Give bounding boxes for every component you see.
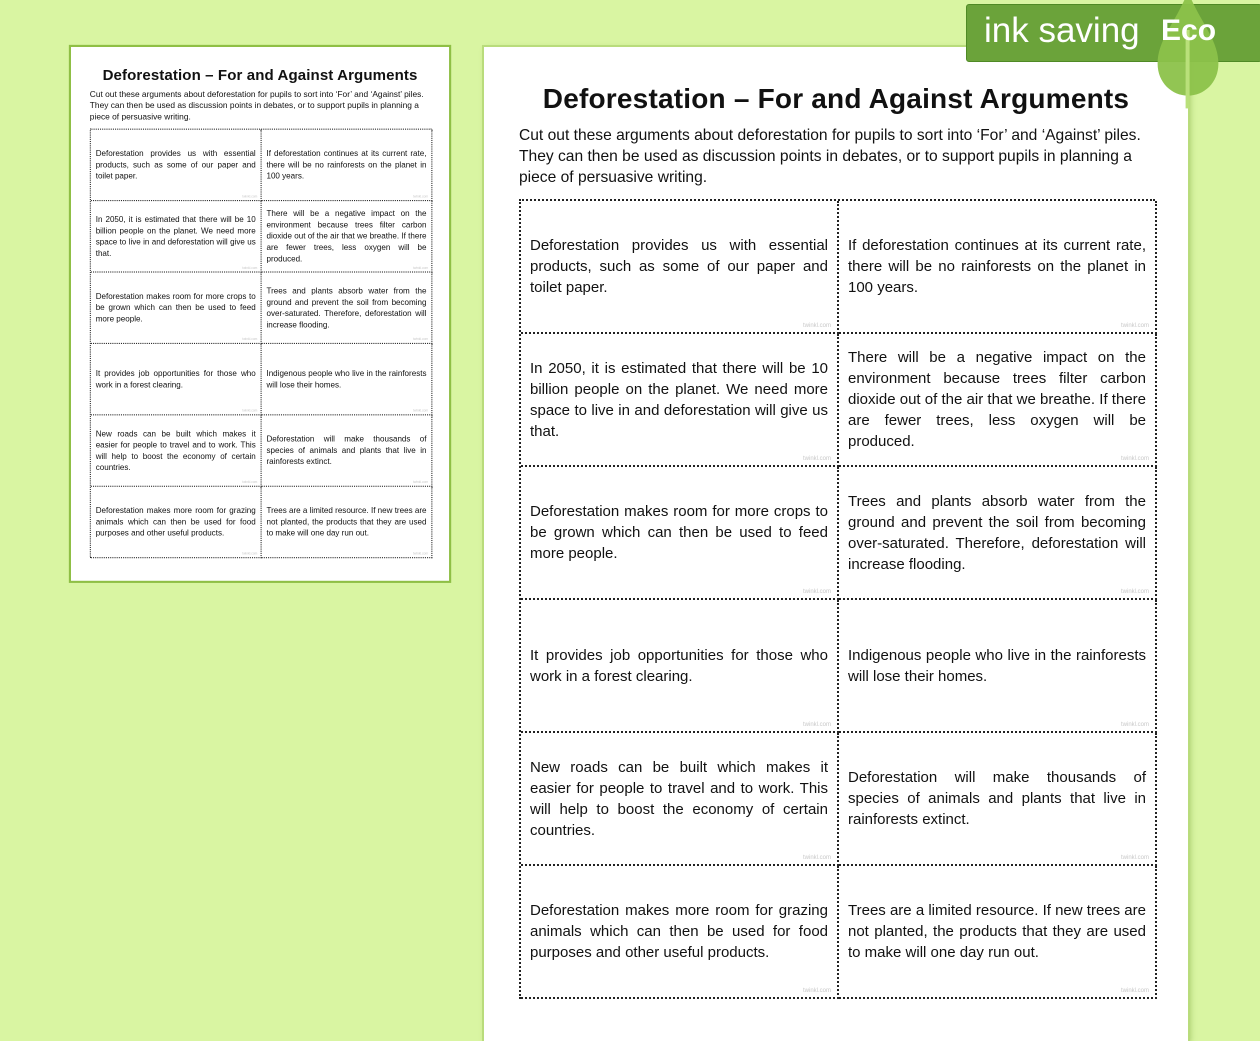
argument-text: There will be a negative impact on the environment because trees filter carbon dioxide out of the air that we breathe. If there are fewer trees, less oxygen will be produced. (848, 349, 1146, 450)
argument-text: Indigenous people who live in the rainforests will lose their homes. (266, 368, 427, 390)
argument-card (262, 273, 433, 344)
argument-text: Trees and plants absorb water from the ground and prevent the soil from becoming over-saturated. Therefore, deforestation will increase flooding. (848, 492, 1146, 573)
watermark: twinkl.com (1120, 456, 1149, 462)
watermark: twinkl.com (413, 480, 429, 485)
argument-card (262, 130, 433, 201)
watermark: twinkl.com (413, 266, 429, 270)
thumbnail-title: Deforestation – For and Against Arguments (102, 66, 418, 83)
watermark: twinkl.com (1120, 855, 1149, 861)
watermark: twinkl.com (242, 409, 258, 413)
argument-card (521, 467, 839, 600)
argument-card (91, 130, 262, 201)
watermark: twinkl.com (413, 338, 429, 342)
argument-text: Deforestation makes room for more crops to be grown which can then be used to feed more people. (95, 291, 256, 324)
preview-page (484, 47, 1188, 1041)
argument-text: Deforestation makes more room for grazing animals which can then be used for food purposes and other useful products. (530, 902, 828, 961)
argument-text: Deforestation provides us with essential products, such as some of our paper and toilet paper. (530, 237, 828, 296)
argument-text: Deforestation provides us with essential products, such as some of our paper and toilet paper. (95, 149, 256, 181)
watermark: twinkl.com (802, 589, 831, 595)
argument-card (262, 487, 433, 558)
argument-text: Deforestation makes more room for grazing animals which can then be used for food purposes and other useful products. (95, 506, 256, 538)
page-intro: Cut out these arguments about deforestation for pupils to sort into ‘For’ and ‘Against’ piles. They can then be used as discussion points in debates, or to support pupils in planning a piece of persuasive writing. (519, 127, 1141, 186)
watermark: twinkl.com (1120, 589, 1149, 595)
argument-card (839, 201, 1157, 334)
argument-card (839, 866, 1157, 999)
eco-ink-saving-badge (966, 0, 1260, 120)
watermark: twinkl.com (242, 552, 258, 556)
argument-card (521, 733, 839, 866)
argument-text: New roads can be built which makes it easier for people to travel and to work. This will help to boost the economy of certain countries. (95, 429, 256, 473)
argument-text: Indigenous people who live in the rainforests will lose their homes. (848, 646, 1146, 685)
thumbnail-page[interactable] (71, 47, 449, 581)
watermark: twinkl.com (1120, 722, 1149, 728)
argument-card (262, 344, 433, 415)
argument-card (521, 201, 839, 334)
argument-card (91, 201, 262, 272)
argument-text: Trees and plants absorb water from the ground and prevent the soil from becoming over-saturated. Therefore, deforestation will increase flooding. (266, 286, 427, 330)
watermark: twinkl.com (1120, 323, 1149, 329)
argument-card (839, 334, 1157, 467)
watermark: twinkl.com (802, 988, 831, 994)
argument-text: In 2050, it is estimated that there will be 10 billion people on the planet. We need more space to live in and deforestation will give us that. (95, 214, 256, 258)
watermark: twinkl.com (802, 323, 831, 329)
argument-text: It provides job opportunities for those who work in a forest clearing. (530, 646, 828, 685)
argument-card (262, 201, 433, 272)
watermark: twinkl.com (242, 338, 258, 342)
argument-text: Deforestation will make thousands of species of animals and plants that live in rainforests extinct. (848, 769, 1146, 828)
watermark: twinkl.com (242, 195, 258, 199)
argument-card (521, 866, 839, 999)
argument-text: Trees are a limited resource. If new trees are not planted, the products that they are used to make will one day run out. (266, 506, 427, 538)
watermark: twinkl.com (802, 456, 831, 462)
argument-card (839, 733, 1157, 866)
argument-text: In 2050, it is estimated that there will be 10 billion people on the planet. We need more space to live in and deforestation will give us that. (530, 359, 828, 440)
watermark: twinkl.com (802, 722, 831, 728)
argument-text: There will be a negative impact on the environment because trees filter carbon dioxide out of the air that we breathe. If there are fewer trees, less oxygen will be produced. (266, 209, 427, 264)
argument-card (262, 415, 433, 486)
argument-card (91, 415, 262, 486)
argument-text: Deforestation makes room for more crops to be grown which can then be used to feed more people. (530, 503, 828, 562)
argument-text: Trees are a limited resource. If new trees are not planted, the products that they are used to make will one day run out. (848, 902, 1146, 961)
watermark: twinkl.com (242, 266, 258, 270)
argument-text: It provides job opportunities for those who work in a forest clearing. (95, 368, 256, 390)
watermark: twinkl.com (242, 480, 258, 485)
argument-text: If deforestation continues at its current rate, there will be no rainforests on the planet in 100 years. (848, 237, 1146, 296)
thumbnail-intro: Cut out these arguments about deforestation for pupils to sort into ‘For’ and ‘Against’ piles. They can then be used as discussion points in debates, or to support pupils in planning a piece of persuasive writing. (89, 89, 424, 122)
argument-card (91, 273, 262, 344)
watermark: twinkl.com (802, 855, 831, 861)
watermark: twinkl.com (413, 552, 429, 556)
argument-card (839, 467, 1157, 600)
argument-text: New roads can be built which makes it easier for people to travel and to work. This will help to boost the economy of certain countries. (530, 758, 828, 839)
eco-label: Eco (1161, 14, 1217, 47)
ink-saving-label: ink saving (984, 11, 1140, 50)
watermark: twinkl.com (413, 409, 429, 413)
argument-card (521, 334, 839, 467)
card-grid (519, 199, 1155, 999)
watermark: twinkl.com (413, 195, 429, 199)
argument-card (521, 600, 839, 733)
argument-card (839, 600, 1157, 733)
thumbnail-card-grid (90, 129, 432, 559)
argument-text: If deforestation continues at its current rate, there will be no rainforests on the planet in 100 years. (266, 149, 427, 181)
argument-card (91, 344, 262, 415)
argument-text: Deforestation will make thousands of species of animals and plants that live in rainforests extinct. (266, 434, 427, 467)
argument-card (91, 487, 262, 558)
page-title: Deforestation – For and Against Arguments (542, 83, 1130, 114)
watermark: twinkl.com (1120, 988, 1149, 994)
